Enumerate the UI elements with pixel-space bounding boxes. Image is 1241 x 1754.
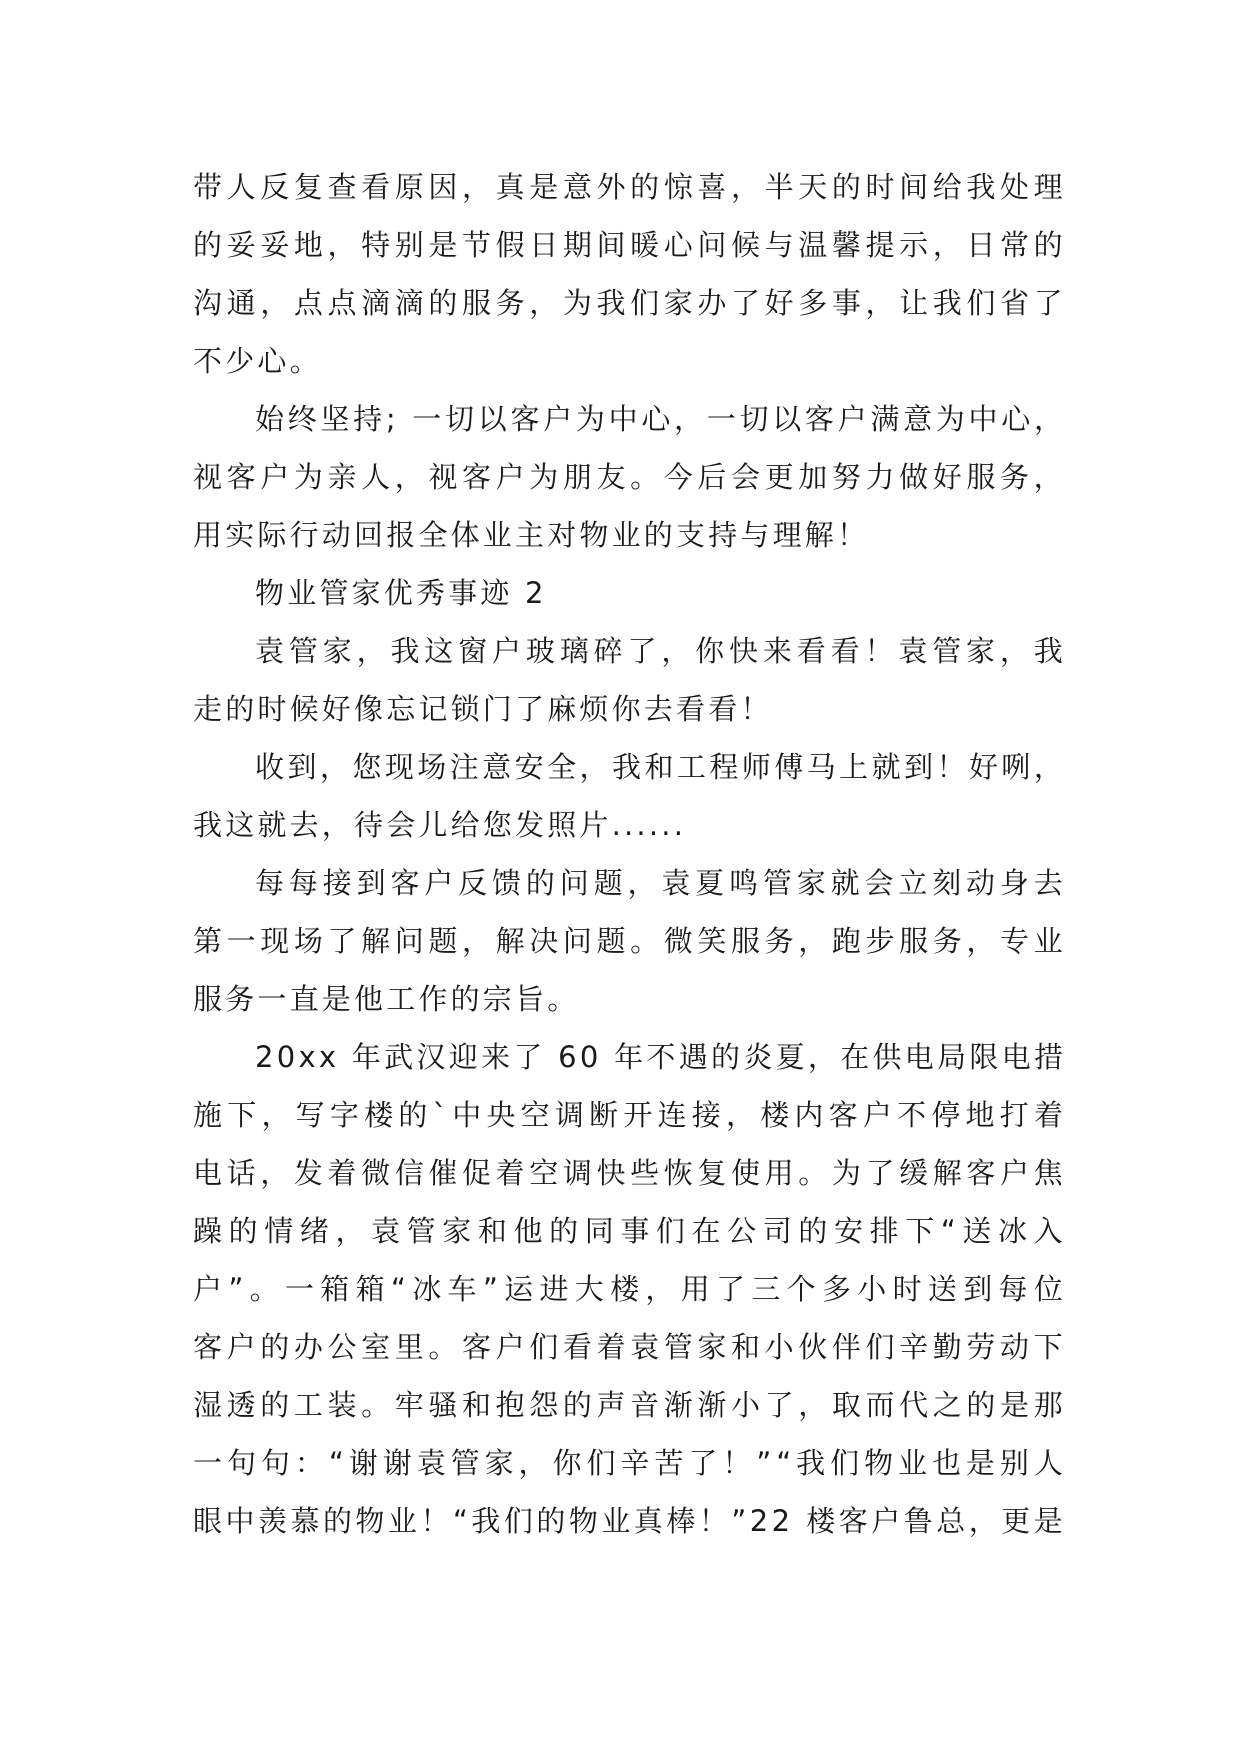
text-line: 客 户 的 办 公 室 里 。 客 户 们 看 着 袁 管 家 和 小 伙 伴 们 辛 勤 劳 动 下 (193, 1330, 1063, 1364)
text-line: 躁 的 情 绪 ， 袁 管 家 和 他 的 同 事 们 在 公 司 的 安 排 下 “ 送 冰 入 (193, 1214, 1063, 1248)
text-line: 每 每 接 到 客 户 反 馈 的 问 题 ， 袁 夏 鸣 管 家 就 会 立 刻 动 身 去 (255, 866, 1063, 900)
text-line: 带 人 反 复 查 看 原 因 ， 真 是 意 外 的 惊 喜 ， 半 天 的 时 间 给 我 处 理 (193, 170, 1063, 204)
text-line: 2 0 x x 年 武 汉 迎 来 了 6 0 年 不 遇 的 炎 夏 ， 在 供 电 局 限 电 措 (255, 1040, 1063, 1074)
body-text (193, 158, 1063, 1550)
text-line: 始 终 坚 持 ; 一 切 以 客 户 为 中 心 ， 一 切 以 客 户 满 意 为 中 心 ， (255, 402, 1063, 436)
text-line: 第 一 现 场 了 解 问 题 ， 解 决 问 题 。 微 笑 服 务 ， 跑 步 服 务 ， 专 业 (193, 924, 1063, 958)
text-line: 户 ” 。 一 箱 箱 “ 冰 车 ” 运 进 大 楼 ， 用 了 三 个 多 小 时 送 到 每 位 (193, 1272, 1063, 1306)
section-heading: 物业管家优秀事迹 2 (255, 576, 547, 610)
text-line: 湿 透 的 工 装 。 牢 骚 和 抱 怨 的 声 音 渐 渐 小 了 ， 取 而 代 之 的 是 那 (193, 1388, 1063, 1422)
text-line: 袁 管 家 ， 我 这 窗 户 玻 璃 碎 了 ， 你 快 来 看 看 ！ 袁 管 家 ， 我 (255, 634, 1063, 668)
text-line: 不少心。 (193, 344, 322, 378)
text-line: 我这就去，待会儿给您发照片...... (193, 808, 687, 842)
text-line: 一 句 句 ： “ 谢 谢 袁 管 家 ， 你 们 辛 苦 了 ！ ” “ 我 们 物 业 也 是 别 人 (193, 1446, 1063, 1480)
text-line: 走的时候好像忘记锁门了麻烦你去看看！ (193, 692, 773, 726)
text-line: 服务一直是他工作的宗旨。 (193, 982, 580, 1016)
text-line: 的 妥 妥 地 ， 特 别 是 节 假 日 期 间 暖 心 问 候 与 温 馨 提 示 ， 日 常 的 (193, 228, 1063, 262)
text-line: 沟 通 ， 点 点 滴 滴 的 服 务 ， 为 我 们 家 办 了 好 多 事 ， 让 我 们 省 了 (193, 286, 1063, 320)
text-line: 眼 中 羡 慕 的 物 业 ！ “ 我 们 的 物 业 真 棒 ！ ” 2 2 楼 客 户 鲁 总 ， 更 是 (193, 1504, 1063, 1538)
text-line: 视 客 户 为 亲 人 ， 视 客 户 为 朋 友 。 今 后 会 更 加 努 力 做 好 服 务 ， (193, 460, 1063, 494)
text-line: 施 下 ， 写 字 楼 的 ` 中 央 空 调 断 开 连 接 ， 楼 内 客 户 不 停 地 打 着 (193, 1098, 1063, 1132)
text-line: 电 话 ， 发 着 微 信 催 促 着 空 调 快 些 恢 复 使 用 。 为 了 缓 解 客 户 焦 (193, 1156, 1063, 1190)
text-line: 收 到 ， 您 现 场 注 意 安 全 ， 我 和 工 程 师 傅 马 上 就 到 ！ 好 咧 ， (255, 750, 1063, 784)
text-line: 用实际行动回报全体业主对物业的支持与理解！ (193, 518, 870, 552)
